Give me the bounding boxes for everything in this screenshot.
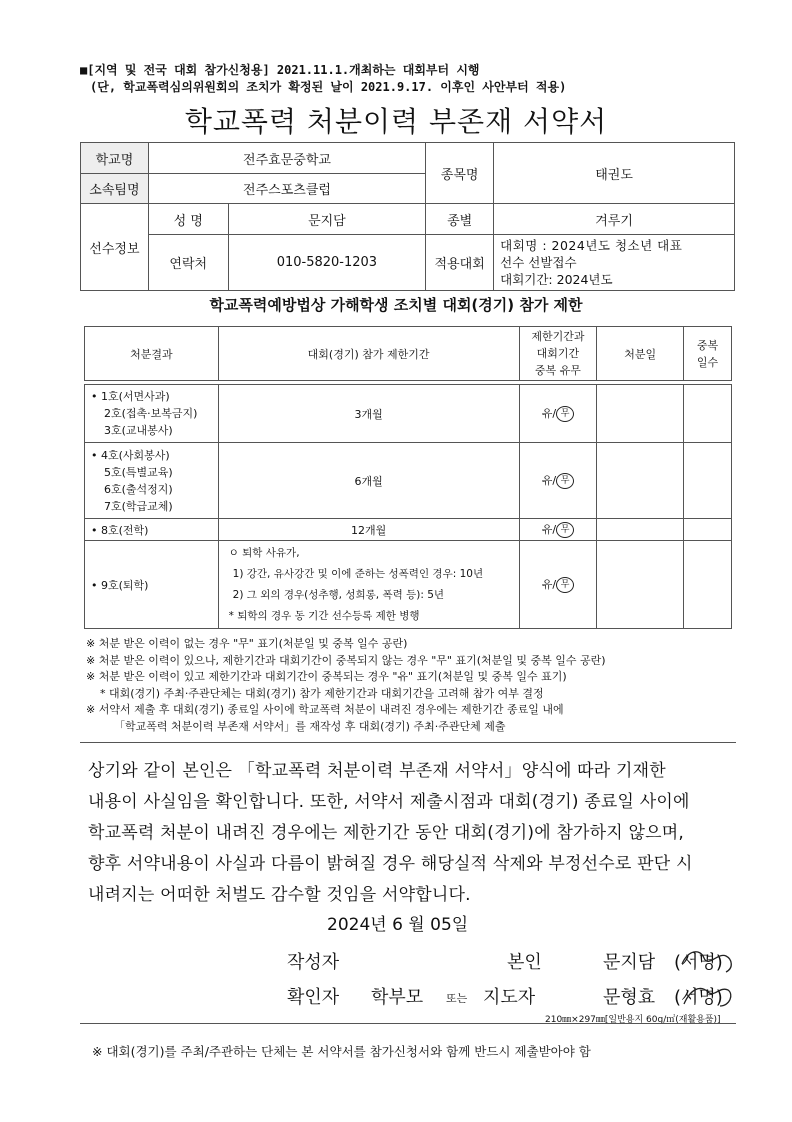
row1-yes: 유/ <box>541 407 557 420</box>
row3-days <box>684 519 732 541</box>
confirmer-name: 문형효 <box>603 987 656 1008</box>
restriction-title: 학교폭력예방법상 가해학생 조치별 대회(경기) 참가 제한 <box>209 296 583 314</box>
header-days-line2: 일수 <box>696 355 719 369</box>
row4-period <box>218 541 519 629</box>
row2-days <box>684 443 732 519</box>
coach-label: 지도자 <box>483 987 536 1008</box>
header-overlap-line3: 중복 유무 <box>534 364 581 377</box>
self-label: 본인 <box>507 952 542 973</box>
writer-signature-mark <box>674 944 744 978</box>
info-table <box>80 142 735 291</box>
player-info-label: 선수정보 <box>81 204 149 291</box>
team-value: 전주스포츠클럽 <box>148 174 425 204</box>
category-value: 겨루기 <box>494 204 735 235</box>
category-label: 종별 <box>426 204 494 235</box>
note-1: ※ 처분 받은 이력이 없는 경우 "무" 표기(처분일 및 중복 일수 공란) <box>86 637 408 650</box>
row2-no-circled: 무 <box>556 473 574 489</box>
row4-no-circled: 무 <box>556 577 574 593</box>
header-date: 처분일 <box>597 327 684 381</box>
competition-value <box>494 235 735 291</box>
row1-item3: 3호(교내봉사) <box>104 424 173 437</box>
writer-sign-field: (서명) <box>674 952 723 973</box>
row3-yes: 유/ <box>541 523 557 536</box>
confirmer-signature-mark <box>674 980 744 1014</box>
pledge-line5: 내려지는 어떠한 처벌도 감수할 것임을 서약합니다. <box>88 885 471 905</box>
header-note-line1: ■[지역 및 전국 대회 참가신청용] 2021.11.1.개최하는 대회부터 시행 <box>80 63 480 77</box>
row1-result <box>85 385 219 443</box>
note-6: 「학교폭력 처분이력 부존재 서약서」를 재작성 후 대회(경기) 주최·주관단체 제출 <box>114 719 506 733</box>
notes-block <box>86 636 606 735</box>
row3-date <box>597 519 684 541</box>
header-overlap-line2: 대회기간 <box>536 347 580 360</box>
note-5: ※ 서약서 제출 후 대회(경기) 종료일 사이에 학교폭력 처분이 내려진 경우에는 제한기간 종료일 내에 <box>86 703 564 716</box>
phone-value: 010-5820-1203 <box>228 235 426 291</box>
header-overlap-line1: 제한기간과 <box>531 330 585 343</box>
table-row <box>85 385 732 443</box>
team-label: 소속팀명 <box>81 174 149 204</box>
row4-yes: 유/ <box>541 578 557 591</box>
row1-period: 3개월 <box>218 385 519 443</box>
row1-no-circled: 무 <box>556 406 574 422</box>
row4-period-line1: ㅇ 퇴학 사유가, <box>228 546 300 559</box>
parent-label: 학부모 <box>371 987 424 1008</box>
competition-line1: 대회명 : 2024년도 청소년 대표 <box>500 238 683 253</box>
paper-spec: 210㎜×297㎜[일반용지 60g/㎡(재활용품)] <box>545 1015 721 1025</box>
row1-item2: 2호(접촉·보복금지) <box>104 407 198 420</box>
confirmer-label: 확인자 <box>287 987 340 1008</box>
row2-result <box>85 443 219 519</box>
footer-note: ※ 대회(경기)를 주최/주관하는 단체는 본 서약서를 참가신청서와 함께 반드시 제출받아야 함 <box>92 1044 591 1059</box>
phone-label: 연락처 <box>148 235 228 291</box>
row3-period: 12개월 <box>218 519 519 541</box>
event-label: 종목명 <box>426 143 494 204</box>
pledge-line1: 상기와 같이 본인은 「학교폭력 처분이력 부존재 서약서」양식에 따라 기재한 <box>88 761 666 781</box>
note-2: ※ 처분 받은 이력이 있으나, 제한기간과 대회기간이 중복되지 않는 경우 "무" 표기(처분일 및 중복 일수 공란) <box>86 653 606 667</box>
row2-yes: 유/ <box>541 474 557 487</box>
writer-name: 문지담 <box>603 952 656 973</box>
row4-date <box>597 541 684 629</box>
row2-overlap <box>519 443 597 519</box>
confirmer-sign-field: (서명) <box>674 987 723 1008</box>
restriction-table <box>84 326 732 629</box>
row3-overlap <box>519 519 597 541</box>
notes-divider <box>80 742 736 743</box>
row4-period-line2: 1) 강간, 유사강간 및 이에 준하는 성폭력인 경우: 10년 <box>232 567 484 580</box>
competition-label: 적용대회 <box>426 235 494 291</box>
table-row <box>85 541 732 629</box>
pledge-line4: 향후 서약내용이 사실과 다름이 밝혀질 경우 해당실적 삭제와 부정선수로 판단 시 <box>88 854 693 874</box>
footer-divider <box>80 1023 736 1024</box>
row2-item3: 6호(출석정지) <box>104 482 173 496</box>
row2-item2: 5호(특별교육) <box>104 465 173 479</box>
competition-line2: 선수 선발접수 <box>500 255 577 270</box>
note-3: ※ 처분 받은 이력이 있고 제한기간과 대회기간이 중복되는 경우 "유" 표기(처분일 및 중복 일수 표기) <box>86 670 567 683</box>
row4-period-line3: 2) 그 외의 경우(성추행, 성희롱, 폭력 등): 5년 <box>232 588 445 601</box>
row2-period: 6개월 <box>218 443 519 519</box>
pledge-line3: 학교폭력 처분이 내려진 경우에는 제한기간 동안 대회(경기)에 참가하지 않으며, <box>88 823 685 843</box>
or-label: 또는 <box>446 992 468 1005</box>
row2-item1: • 4호(사회봉사) <box>91 448 170 462</box>
row3-result: • 8호(전학) <box>85 519 219 541</box>
pledge-date: 2024년 6 월 05일 <box>327 915 469 935</box>
row3-no-circled: 무 <box>556 522 574 538</box>
row4-result: • 9호(퇴학) <box>85 541 219 629</box>
pledge-line2: 내용이 사실임을 확인합니다. 또한, 서약서 제출시점과 대회(경기) 종료일 사이에 <box>88 792 690 812</box>
row4-days <box>684 541 732 629</box>
row4-period-line4: * 퇴학의 경우 동 기간 선수등록 제한 병행 <box>228 609 420 622</box>
row4-overlap <box>519 541 597 629</box>
school-value: 전주효문중학교 <box>148 143 425 174</box>
pledge-text <box>88 756 728 911</box>
header-days-line1: 중복 <box>696 338 719 352</box>
school-label: 학교명 <box>81 143 149 174</box>
table-row <box>85 443 732 519</box>
competition-line3: 대회기간: 2024년도 <box>500 272 613 287</box>
row1-days <box>684 385 732 443</box>
name-label: 성 명 <box>148 204 228 235</box>
header-period: 대회(경기) 참가 제한기간 <box>218 327 519 381</box>
row2-date <box>597 443 684 519</box>
name-value: 문지담 <box>228 204 426 235</box>
table-row <box>85 519 732 541</box>
header-result: 처분결과 <box>85 327 219 381</box>
event-value: 태권도 <box>494 143 735 204</box>
row2-item4: 7호(학급교체) <box>104 499 173 513</box>
header-note-line2: (단, 학교폭력심의위원회의 조치가 확정된 날이 2021.9.17. 이후인 사안부터 적용) <box>90 80 567 94</box>
writer-label: 작성자 <box>287 952 340 973</box>
note-4: * 대회(경기) 주최·주관단체는 대회(경기) 참가 제한기간과 대회기간을 고려해 참가 여부 결정 <box>100 686 544 700</box>
row1-overlap <box>519 385 597 443</box>
header-days <box>684 327 732 381</box>
row1-date <box>597 385 684 443</box>
header-overlap <box>519 327 597 381</box>
document-title: 학교폭력 처분이력 부존재 서약서 <box>184 105 608 138</box>
row1-item1: • 1호(서면사과) <box>91 390 170 403</box>
